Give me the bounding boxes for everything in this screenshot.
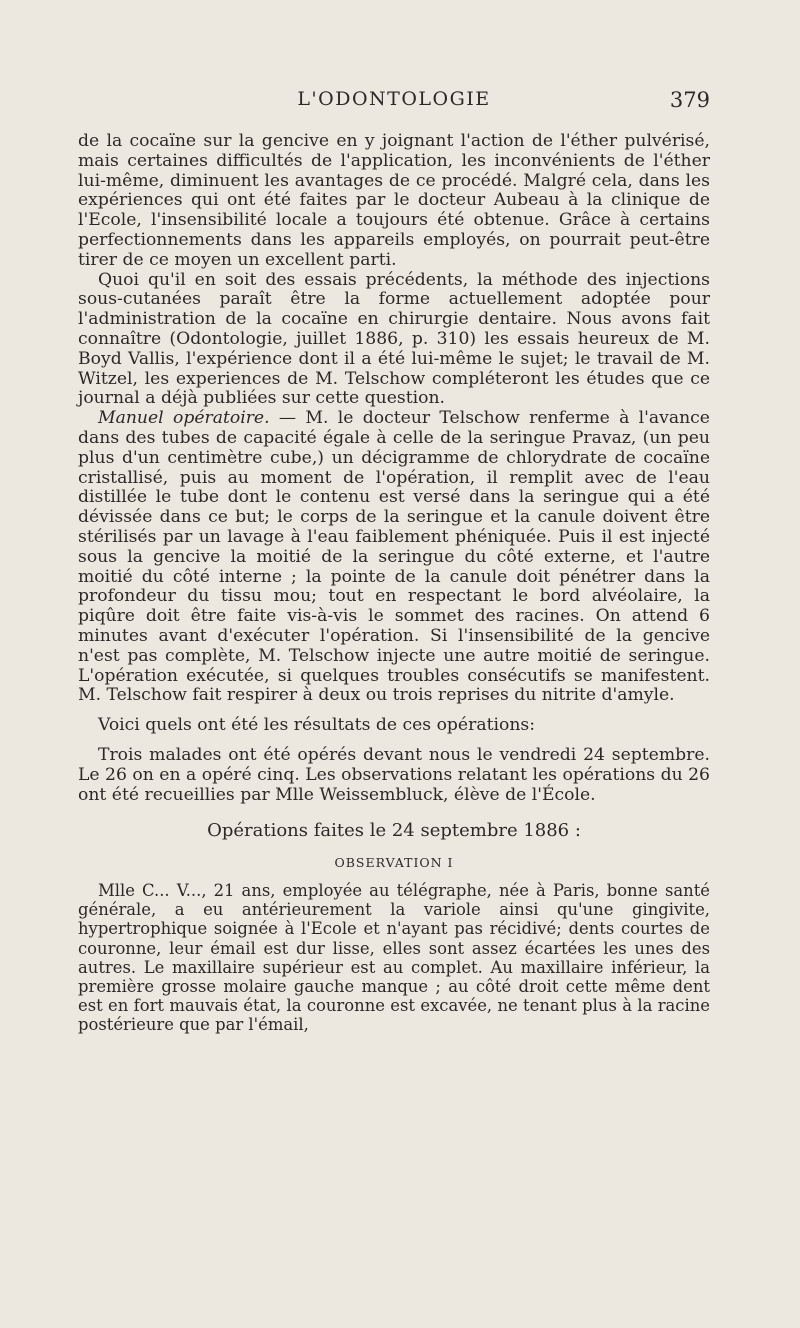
page-number: 379 [669,88,710,112]
section-heading: Opérations faites le 24 septembre 1886 : [207,820,581,842]
manuel-operatoire-label: Manuel opératoire. [98,408,270,429]
observation-title: OBSERVATION I [334,855,454,871]
page-body [78,132,710,1035]
paragraph-5: Trois malades ont été opérés devant nous le vendredi 24 septembre. Le 26 on en a opéré cinq. Les observations relatant les opérations du 26 ont été recueillies par Mlle Weissembluck, élève de l'École. [78,744,710,805]
paragraph-1: de la cocaïne sur la gencive en y joignant l'action de l'éther pulvérisé, mais certaines difficultés de l'application, les inconvénients de l'éther lui-même, diminuent les avantages de ce procédé. Malgré cela, dans les expériences qui ont été faites par le docteur Aubeau à la clinique de l'Ecole, l'insensibilité locale a toujours été obtenue. Grâce à certains perfectionnements dans les appareils employés, on pourrait peut-être tirer de ce moyen un excellent parti. [78,131,710,270]
paragraph-3 [78,409,710,706]
journal-title: L'ODONTOLOGIE [297,88,491,110]
paragraph-6: Mlle C... V..., 21 ans, employée au télégraphe, née à Paris, bonne santé générale, a eu antérieurement la variole ainsi qu'une gingivite, hypertrophique soignée à l'Ecole et n'ayant pas récidivé; dents courtes de couronne, leur émail est dur lisse, elles sont assez écartées les unes des autres. Le maxillaire supérieur est au complet. Au maxillaire inférieur, la première grosse molaire gauche manque ; au côté droit cette même dent est en fort mauvais état, la couronne est excavée, ne tenant plus à la racine postérieure que par l'émail, [78,880,710,1035]
paragraph-3-text: — M. le docteur Telschow renferme à l'avance dans des tubes de capacité égale à celle de la seringue Pravaz, (un peu plus d'un centimètre cube,) un décigramme de chlorydrate de cocaïne cristallisé, puis au moment de l'opération, il remplit avec de l'eau distillée le tube dont le contenu est versé dans la seringue qui a été dévissée dans ce but; le corps de la seringue et la canule doivent être stérilisés par un lavage à l'eau faiblement phéniquée. Puis il est injecté sous la gencive la moitié de la seringue du côté externe, et l'autre moitié du côté interne ; la pointe de la canule doit pénétrer dans la profondeur du tissu mou; tout en respectant le bord alvéolaire, la piqûre doit être faite vis-à-vis le sommet des racines. On attend 6 minutes avant d'exécuter l'opération. Si l'insensibilité de la gencive n'est pas complète, M. Telschow injecte une autre moitié de seringue. L'opération exécutée, si quelques troubles consécutifs se manifestent. M. Telschow fait respirer à deux ou trois reprises du nitrite d'amyle. [78,408,710,706]
paragraph-2: Quoi qu'il en soit des essais précédents, la méthode des injections sous-cutanées paraît être la forme actuellement adoptée pour l'administration de la cocaïne en chirurgie dentaire. Nous avons fait connaître (Odontologie, juillet 1886, p. 310) les essais heureux de M. Boyd Vallis, l'expérience dont il a été lui-même le sujet; le travail de M. Witzel, les experiences de M. Telschow compléteront les études que ce journal a déjà publiées sur cette question. [78,269,710,409]
running-header [78,88,710,114]
paragraph-4: Voici quels ont été les résultats de ces opérations: [98,715,535,736]
